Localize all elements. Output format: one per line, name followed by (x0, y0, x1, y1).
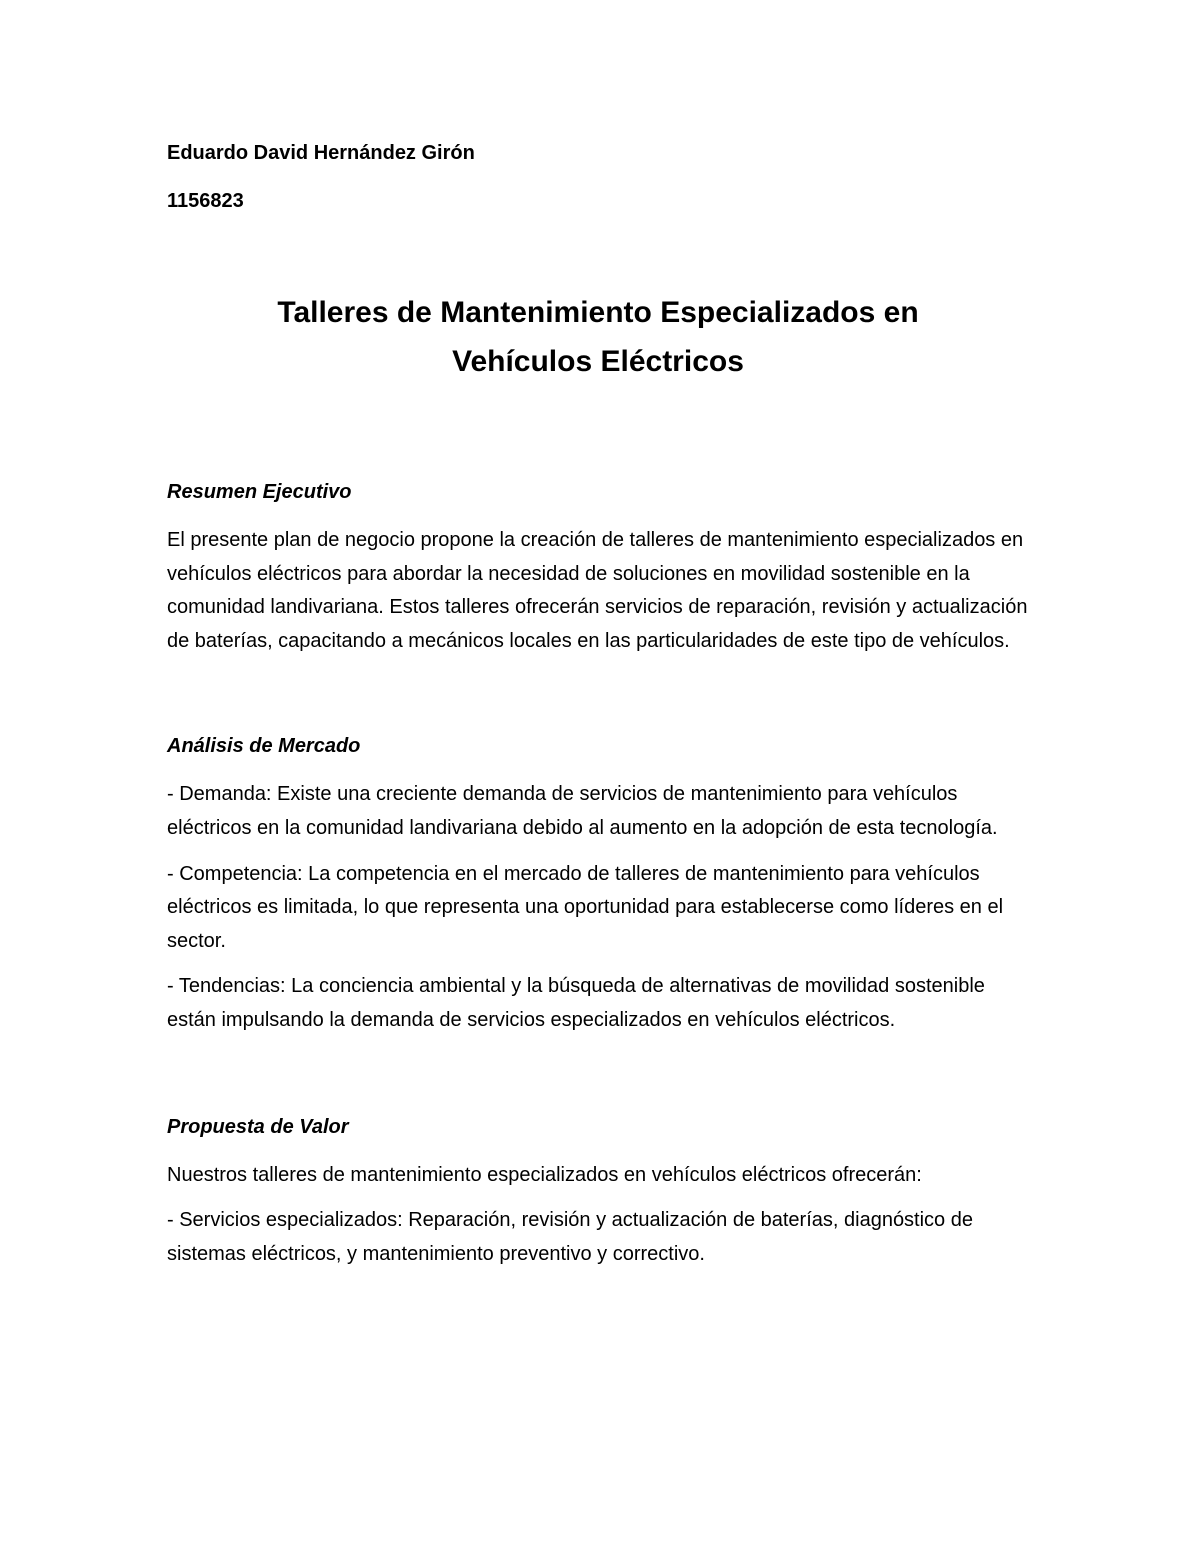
analisis-item-demanda: - Demanda: Existe una creciente demanda de servicios de mantenimiento para vehículos eléctricos en la comunidad landivariana debido al aumento en la adopción de esta tecnología. (167, 783, 998, 839)
propuesta-item-servicios: - Servicios especializados: Reparación, revisión y actualización de baterías, diagnóstico de sistemas eléctricos, y mantenimiento preventivo y correctivo. (167, 1209, 973, 1265)
section-heading-resumen: Resumen Ejecutivo (167, 481, 352, 503)
title-line-1: Talleres de Mantenimiento Especializados en (277, 296, 919, 329)
propuesta-intro: Nuestros talleres de mantenimiento especializados en vehículos eléctricos ofrecerán: (167, 1163, 922, 1186)
author-name: Eduardo David Hernández Girón (167, 142, 475, 164)
resumen-paragraph: El presente plan de negocio propone la creación de talleres de mantenimiento especializados en vehículos eléctricos para abordar la necesidad de soluciones en movilidad sostenible en la comunidad landivariana. Estos talleres ofrecerán servicios de reparación, revisión y actualización de baterías, capacitando a mecánicos locales en las particularidades de este tipo de vehículos. (167, 529, 1028, 652)
document-content (167, 138, 1037, 1271)
document-title (163, 288, 1033, 386)
analisis-item-tendencias: - Tendencias: La conciencia ambiental y la búsqueda de alternativas de movilidad sostenible están impulsando la demanda de servicios especializados en vehículos eléctricos. (167, 975, 985, 1031)
analisis-item-competencia: - Competencia: La competencia en el mercado de talleres de mantenimiento para vehículos eléctricos es limitada, lo que representa una oportunidad para establecerse como líderes en el sector. (167, 862, 1004, 952)
title-line-2: Vehículos Eléctricos (452, 345, 744, 378)
section-heading-propuesta: Propuesta de Valor (167, 1115, 349, 1138)
student-id: 1156823 (167, 190, 244, 212)
section-heading-analisis: Análisis de Mercado (167, 735, 361, 758)
